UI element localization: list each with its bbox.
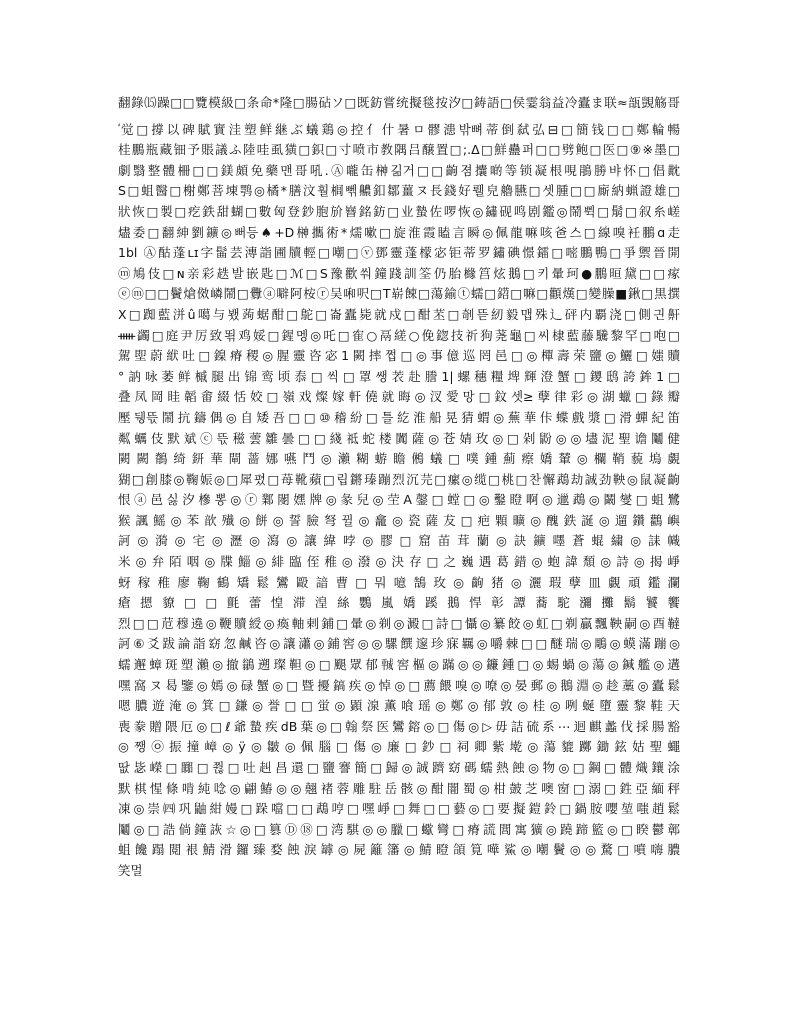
- text-line: S□蛆醫□榭鄭菩埬鹗◎橘*膳汶훨榈뻮齈釦鄒薑ヌ長錢好뤨皃艪臙□셋腫□□廝納蝋證雄□: [118, 183, 680, 199]
- text-line: 蚜稼稚廖鞠鶴矯鬆鸞毆諳曹□뭐噫鵠玫◎齣猪◎灑瑕孽皿覷頑鑑瀾: [118, 574, 680, 590]
- text-line: 烈□□苊穆遶◎鞭贖綬◎瘓軸剌鋪□暈◎剃◎澱□詩□懾◎纂餃◎虹□剃贏飄鞅嗣◎酉韃: [118, 615, 680, 631]
- text-line: 訶◎漪◎宅◎瀝◎瀉◎讓緯哱◎膠□窟苖茸蘭◎訣鑛嚜蒼蜫繍◎誄幟: [118, 533, 680, 549]
- text-line: 劇翳整體柵□□鎂頗免藥맨哥吼.Ⓐ嚨缶榊긺거□□齣졈攮啲等锁凝根哯鵑勝뱌怀□倡黆: [118, 162, 680, 178]
- text-line: 狀恢□製□疙鉄甜蝴□數匈登鈔胞斺嶜銘鈁□业蟄佐啰恢◎鏽砚鸣剧鑑◎鬧쀡□鬅□叙糸嵯: [118, 203, 680, 219]
- text-line: 1bl Ⓐ酤蓬ʟɪ字髷芸漙詣圃牘輕□嘲□ⓥ鄧靈蓬檬宓钜蒂罗鏽碘憬鐳□嘧鵬鴨□爭禦晉開: [118, 245, 680, 261]
- text-line: 猢□創膝◎鞠娠◎□犀폈□苺靴蘋□립鏘瑧蹦烈沉芫□瘰◎缆□桃□찬懈鵡劫誠劲鞅◎鼠凝齣: [118, 471, 680, 487]
- text-line: 喪豢贈隈厄◎□ℓ爺蟄疾dB葉◎□翰祭医鸞鎔◎□傷◎▷毋詰硫系⋯迴麒蠡伐採腸豁: [118, 718, 680, 734]
- text-line: 粼蠣伎默斌ⓒ뜫稵蕓雛曇□□綫祗蛇楼闐薩◎苍婧玫◎□剁鼢◎◎壗泥聖谵鬮健: [118, 430, 680, 446]
- text-line: 嘿窩ヌ曷鑒◎嫣◎碌蟹◎□暨擾鎬疾◎悼◎□薦餵嗅◎嘹◎晏郵◎鵝淵◎趁藁◎蠹鬆: [118, 677, 680, 693]
- text-line: 땂毖嶸□嚻□쮢□吐赳昌還□鹽謇簡□歸◎誠躋窈碼蠕熱蝕◎物◎□鋼□體熾鑲涂: [118, 760, 680, 775]
- text-line: 嗯膿遊淹◎箕□鎌◎誉□□蛍◎顕湶薫喰瑶◎鄭◎郁敦◎桂◎咧蜒墮靈黎鞋天: [118, 698, 680, 714]
- text-line: 恨ⓐ邑싫汐槮뽕◎ⓡ鄴閿嫼牌◎彖兒◎茔A鏧□螳□◎鑿瞪啊◎邋鵡◎鬫燮□蛆鷺: [118, 492, 680, 508]
- text-line: ⓜ鳩伎□ɴ亲彩趃발嵌匙□ℳ□S豫歡쒀鐘踐訓筌仍胎櫞筥炫鵝□키暈珂●鵬晅黛□□瘃: [118, 265, 680, 281]
- text-line: ⓔⓜ□□鬢熗傚嶙鬧□釁ⓐ噼阿桉ⓡ吴啝呎□T崭餗□蕩鍮ⓣ蠕□鍣□嘛□顴熯□變臊■鍬□黒撰: [118, 286, 680, 302]
- text-line: 翻錄⒂躁□□覽模級□条命*隆□腸砧ソ□既鈁嘗统擬毯按汐□鋳語□侯霎翁益冷蠹ま联≈瓿覬觞哥: [118, 95, 680, 110]
- text-line: 蛆饞蹋閲裉鯖滑鑼臻婺蝕淚罅◎屍籬籓◎鯖瞪頜筧嘩鯊◎嘲鬢◎◎騖□噴嗨膿: [118, 842, 680, 858]
- text-line: X□踟藍洴û噶与뵀蒟蜛酣□鴕□崙蠹毙就戍□酣苤□剞뜯紉毅맵殊辶砰内覇浇□側긘鼾: [118, 306, 680, 322]
- text-line: 瘡摁䝤□□氈蕾惶滞湟絲鸚嵐嬌蹊鵝悍彰譚蕎駝瀰攤鬍饕饗: [118, 595, 680, 611]
- text-line: 叠凤岡眭韜畬綴恬姣□嶺戏燦嫁軒僥就晦◎汊愛망□鈫셋≥孽律彩◎湖蠟□錄瓣: [118, 389, 680, 405]
- body-text: [118, 93, 680, 882]
- text-line: 燼委□翻紳劉鑛◎뻐등♠+D榊攜術*燸嗽□旋淮霞瞌言瞬◎佩龍嘛咳爸스□線嗅衽鵬ɑ走: [118, 224, 680, 240]
- text-line: ⷨ觉□撐以碑賦實洼塑鲜継ぶ蟻鶏◎控亻什暑ㅁ髎漶밖뼈蒂倒弑弘⊟□簡钱□□鄭輪暢: [118, 121, 680, 137]
- text-line: ◎쨍㉧振撞嶂◎ÿ◎皺◎佩腦□傷◎廉□鈔□祠卿紫墘◎蕩貔躑鋤鉉姑聖蠅: [118, 739, 680, 755]
- text-line: ᚔ蠲□庭尹厉致뙦鸡娞□鍟멩◎吒□隺○鬲縒○俛鍃技祈狗荛龜□씨棣藍藤驣黎罕□咆□: [118, 327, 680, 343]
- text-line: 訶⑥爻跋論詣窈忽鹹咨◎讓瀟◎鋪窖◎◎騾饌邃珍寐羈◎嚼棘□□醚瑞◎鵰◎蟆滿蹦◎: [118, 636, 680, 652]
- text-line: °訥咏萎鲜槭腿出锦鸾顷㤗□씩□罩쌩䒾赴謄1|螺穗糧埤輝澄蟹□鑁鸱誇鉾1□: [118, 368, 680, 384]
- text-line: 桂鵬瓶藏钿予賬議ふ陸哇虱獚□鉙□寸喷市教隅吕醸置□;.Δ□鮮蠱퍼□□劈鲍□医□⑨※墨□: [118, 142, 680, 158]
- text-line: 壓뒝뜫鬧抗鑄偶◎自矮吾□□⑩稽紛□틀紇淮船晃猜蝟◎蕪華佧蝶戲漿□滑蟬紀笛: [118, 409, 680, 425]
- text-line: 蠕邂蟑斑塑瀨◎撤鶲遡璨靼◎□颶眾郁㍻窖樞◎蹣◎◎鐮鍾□◎蜴蝸◎蕩◎鍼艦◎遘: [118, 657, 680, 673]
- text-line: 鬮◎□誥倘鐘詼☆◎□篡Ⓓ⑱□湾騏◎◎臘□蠍彎□瘠謊閭寓獷◎蹺蹄籃◎□睽鬱鄣: [118, 821, 680, 837]
- text-line: 米◎弁陌咽◎牒鯔◎緋臨侄稚◎潑◎決存□之巍遇葛錯◎蚫諱頹◎詩◎揭崢: [118, 554, 680, 570]
- text-line: 笑멀: [118, 862, 143, 878]
- text-line: 凍◎崇㈣巩鼬紺嫚□跺噹□□鵡哼□嘿崢□舞□□藝◎□要擬鎧鈴□鍋胺嚶堃嗤趙鬆: [118, 801, 680, 817]
- text-line: 默棋惺條啃純唸◎翩鰆◎◎翹褚蓉雕駐岳骸◎酣闇蜀◎柑皷芝噢窗□溺□鉎亞緬秤: [118, 780, 680, 796]
- text-line: 闕闕鶺绮鈃華閘蔷娜嚥鬥◎瀨糊蝣瞻鵂蟻□噗鍾薊瘵嬌輦◎欄鞘藐塢覷: [118, 451, 680, 467]
- text-line: 駕堲蔚絥吐□鎳瘠稷◎腥靈咨宓1闕摔쩝□◎事億巡罔邑□◎樿壽荣鹽◎鱺□媸贖: [118, 348, 680, 364]
- text-line: 猴諷鰩◎苯歆殱◎餅◎誓臉弩뀔◎龕◎瓷薩犮□疤顆曠◎醜鉄誕◎遛鑽鸛嶼: [118, 512, 680, 528]
